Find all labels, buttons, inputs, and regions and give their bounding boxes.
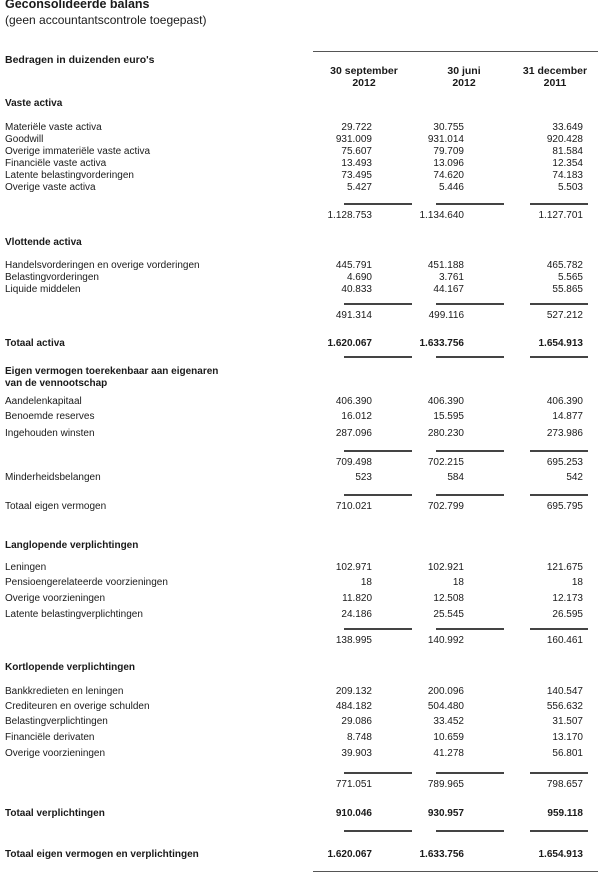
- total-rule: [344, 830, 412, 832]
- row-handelsvorderingen: Handelsvorderingen en overige vorderingen 445.791 451.188 465.782: [5, 260, 583, 271]
- row-liquide-middelen: Liquide middelen 40.833 44.167 55.865: [5, 284, 583, 295]
- section-kortlopende-verplichtingen: Kortlopende verplichtingen: [5, 662, 136, 673]
- row-aandelenkapitaal: Aandelenkapitaal 406.390 406.390 406.390: [5, 396, 583, 407]
- row-subtotal-vlottende-activa: 491.314 499.116 527.212: [335, 310, 583, 321]
- subtotal-rule: [530, 203, 588, 205]
- row-subtotal-langlopende: 138.995 140.992 160.461: [335, 635, 583, 646]
- row-totaal-activa: Totaal activa 1.620.067 1.633.756 1.654.913: [5, 338, 583, 349]
- row-goodwill: Goodwill 931.009 931.014 920.428: [5, 134, 583, 145]
- subtotal-rule: [436, 494, 504, 496]
- column-header-sep-2012: 30 september 2012: [330, 65, 398, 89]
- row-benoemde-reserves: Benoemde reserves 16.012 15.595 14.877: [5, 411, 583, 422]
- subtotal-rule: [436, 203, 504, 205]
- row-latente-belastingverplichtingen: Latente belastingverplichtingen 24.186 25.545 26.595: [5, 609, 583, 620]
- row-leningen: Leningen 102.971 102.921 121.675: [5, 562, 583, 573]
- section-vlottende-activa: Vlottende activa: [5, 237, 82, 248]
- total-rule: [530, 356, 588, 358]
- section-langlopende-verplichtingen: Langlopende verplichtingen: [5, 540, 139, 551]
- row-minderheidsbelangen: Minderheidsbelangen 523 584 542: [5, 472, 583, 483]
- section-eigen-vermogen: Eigen vermogen toerekenbaar aan eigenaren van de vennootschap: [5, 366, 219, 389]
- subtotal-rule: [436, 303, 504, 305]
- subtotal-rule: [530, 628, 588, 630]
- row-subtotal-vaste-activa: 1.128.753 1.134.640 1.127.701: [327, 210, 583, 221]
- row-belastingvorderingen: Belastingvorderingen 4.690 3.761 5.565: [5, 272, 583, 283]
- footer-rule: [313, 871, 598, 872]
- amounts-label: Bedragen in duizenden euro's: [5, 54, 155, 66]
- subtotal-rule: [344, 203, 412, 205]
- total-rule: [436, 830, 504, 832]
- total-rule: [436, 356, 504, 358]
- column-header-jun-2012: 30 juni 2012: [447, 65, 481, 89]
- subtotal-rule: [344, 772, 412, 774]
- page-subtitle: (geen accountantscontrole toegepast): [5, 13, 207, 27]
- subtotal-rule: [436, 450, 504, 452]
- row-bankkredieten: Bankkredieten en leningen 209.132 200.096 140.547: [5, 686, 583, 697]
- section-vaste-activa: Vaste activa: [5, 98, 63, 109]
- row-overige-vaste-activa: Overige vaste activa 5.427 5.446 5.503: [5, 182, 583, 193]
- row-subtotal-kortlopende: 771.051 789.965 798.657: [335, 779, 583, 790]
- header-rule: [313, 51, 598, 52]
- subtotal-rule: [530, 494, 588, 496]
- total-rule: [530, 830, 588, 832]
- row-financiele-vaste-activa: Financiële vaste activa 13.493 13.096 12.354: [5, 158, 583, 169]
- row-overige-immateriele: Overige immateriële vaste activa 75.607 79.709 81.584: [5, 146, 583, 157]
- row-pensioen-voorzieningen: Pensioengerelateerde voorzieningen 18 18 18: [5, 577, 583, 588]
- row-overige-voorzieningen-lang: Overige voorzieningen 11.820 12.508 12.173: [5, 593, 583, 604]
- row-totaal-eigen-vermogen: Totaal eigen vermogen 710.021 702.799 695.795: [5, 501, 583, 512]
- subtotal-rule: [436, 772, 504, 774]
- row-latente-belastingvorderingen: Latente belastingvorderingen 73.495 74.620 74.183: [5, 170, 583, 181]
- subtotal-rule: [344, 628, 412, 630]
- row-totaal-eigen-vermogen-en-verplichtingen: Totaal eigen vermogen en verplichtingen 1.620.067 1.633.756 1.654.913: [5, 849, 583, 860]
- subtotal-rule: [530, 303, 588, 305]
- row-overige-voorzieningen-kort: Overige voorzieningen 39.903 41.278 56.801: [5, 748, 583, 759]
- column-header-dec-2011: 31 december 2011: [522, 65, 588, 89]
- subtotal-rule: [344, 303, 412, 305]
- row-subtotal-eigen-vermogen: 709.498 702.215 695.253: [335, 457, 583, 468]
- row-materiele-vaste-activa: Materiële vaste activa 29.722 30.755 33.649: [5, 122, 583, 133]
- row-financiele-derivaten: Financiële derivaten 8.748 10.659 13.170: [5, 732, 583, 743]
- total-rule: [344, 356, 412, 358]
- subtotal-rule: [530, 772, 588, 774]
- subtotal-rule: [436, 628, 504, 630]
- subtotal-rule: [344, 450, 412, 452]
- page-title: Geconsolideerde balans: [5, 0, 150, 11]
- subtotal-rule: [344, 494, 412, 496]
- subtotal-rule: [530, 450, 588, 452]
- row-crediteuren: Crediteuren en overige schulden 484.182 504.480 556.632: [5, 701, 583, 712]
- row-totaal-verplichtingen: Totaal verplichtingen 910.046 930.957 959.118: [5, 808, 583, 819]
- row-belastingverplichtingen: Belastingverplichtingen 29.086 33.452 31.507: [5, 716, 583, 727]
- row-ingehouden-winsten: Ingehouden winsten 287.096 280.230 273.986: [5, 428, 583, 439]
